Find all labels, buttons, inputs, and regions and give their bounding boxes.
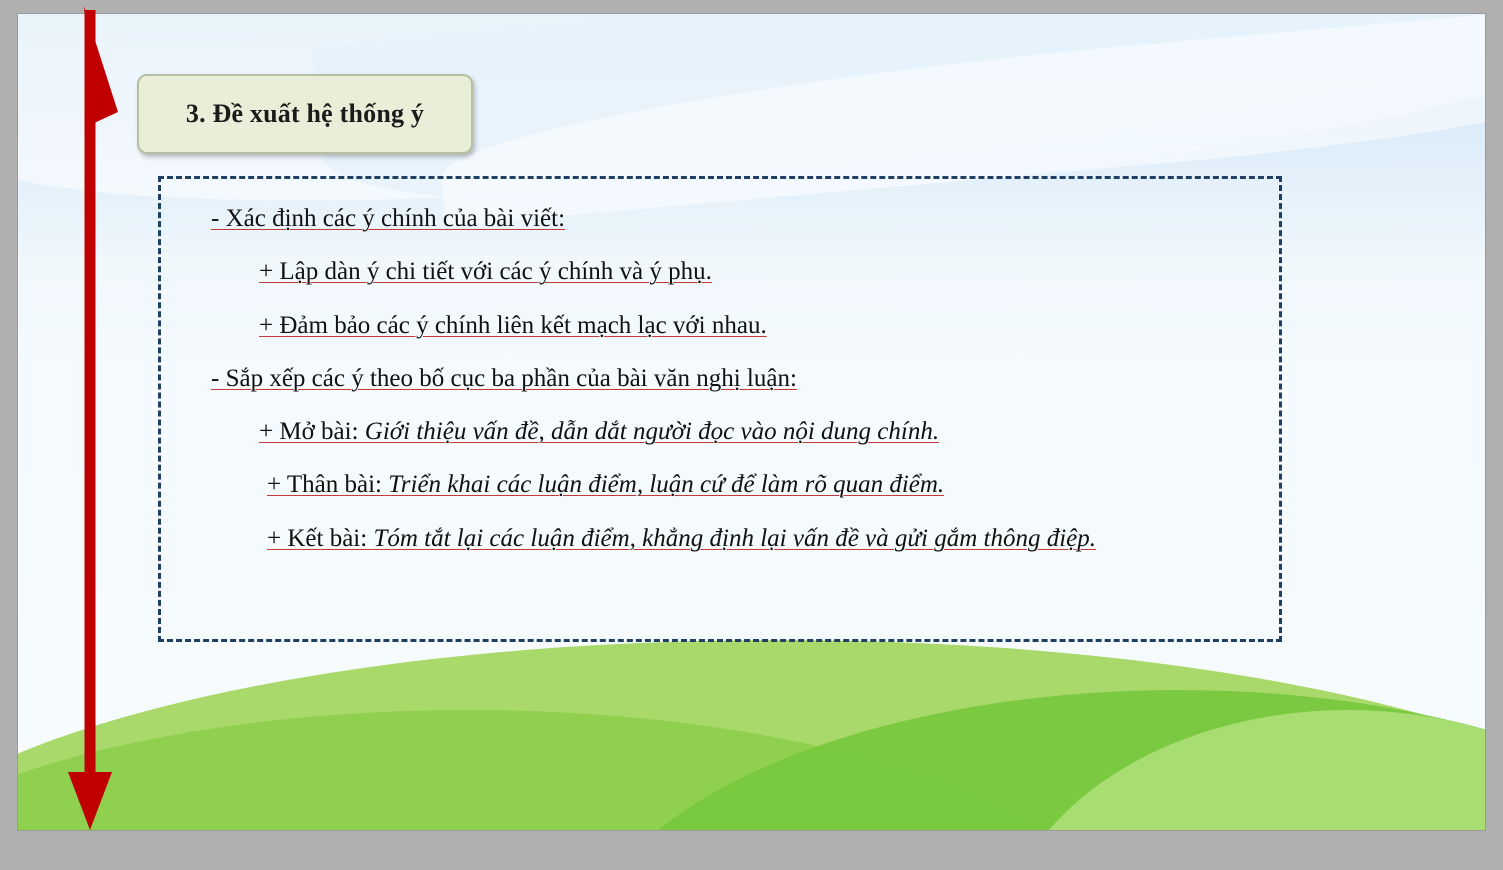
content-line-text: - Xác định các ý chính của bài viết: xyxy=(211,205,566,232)
content-line xyxy=(211,363,1267,394)
content-line-text: + Lập dàn ý chi tiết với các ý chính và ý phụ. xyxy=(259,258,712,286)
content-line-prefix: + Mở bài: xyxy=(259,418,365,445)
content-line xyxy=(211,203,1267,234)
content-line xyxy=(259,256,1267,287)
content-line xyxy=(259,416,1267,447)
content-line-prefix: + Thân bài: xyxy=(267,471,389,499)
content-line-text: - Sắp xếp các ý theo bố cục ba phần của bài văn nghị luận: xyxy=(211,364,797,392)
content-line-text: + Đảm bảo các ý chính liên kết mạch lạc với nhau. xyxy=(259,311,767,339)
content-line-emphasis: Triển khai các luận điểm, luận cứ để làm rõ quan điểm. xyxy=(388,471,945,499)
slide-canvas xyxy=(18,14,1485,830)
section-title-text: 3. Đề xuất hệ thống ý xyxy=(185,99,425,128)
section-title-chip xyxy=(137,74,473,154)
content-line-emphasis: Giới thiệu vấn đề, dẫn dắt người đọc vào nội dung chính. xyxy=(364,418,940,445)
content-line xyxy=(259,310,1267,341)
content-line xyxy=(267,523,1267,554)
content-line xyxy=(267,469,1267,500)
content-line-prefix: + Kết bài: xyxy=(267,524,374,552)
content-dashed-box xyxy=(158,176,1282,642)
content-line-list xyxy=(197,203,1267,576)
content-line-emphasis: Tóm tắt lại các luận điểm, khẳng định lại vấn đề và gửi gắm thông điệp. xyxy=(373,524,1097,552)
